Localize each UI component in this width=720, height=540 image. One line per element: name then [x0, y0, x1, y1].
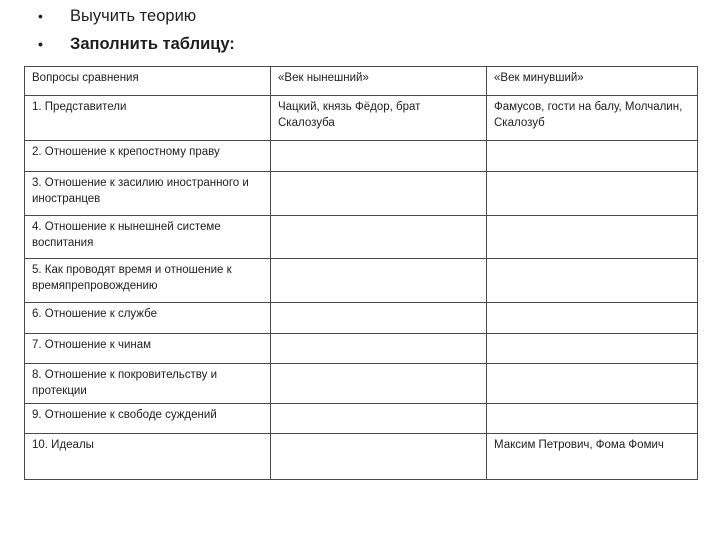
comparison-table	[24, 66, 698, 480]
past-age-cell	[487, 364, 698, 404]
task-item-fill-table	[38, 30, 235, 58]
question-cell: 4. Отношение к нынешней системе воспитания	[25, 216, 271, 259]
table-row	[25, 404, 698, 434]
past-age-cell	[487, 141, 698, 172]
header-present-age: «Век нынешний»	[271, 67, 487, 96]
table-header-row	[25, 67, 698, 96]
question-cell: 8. Отношение к покровительству и протекции	[25, 364, 271, 404]
bullet-marker: •	[38, 8, 43, 24]
present-age-cell	[271, 172, 487, 216]
table-row	[25, 172, 698, 216]
table-row	[25, 216, 698, 259]
present-age-cell	[271, 216, 487, 259]
past-age-cell	[487, 172, 698, 216]
present-age-cell	[271, 364, 487, 404]
present-age-cell	[271, 334, 487, 364]
task-item-learn-theory	[38, 2, 235, 30]
present-age-cell: Чацкий, князь Фёдор, брат Скалозуба	[271, 96, 487, 141]
past-age-cell	[487, 404, 698, 434]
table-row	[25, 141, 698, 172]
past-age-cell	[487, 216, 698, 259]
present-age-cell	[271, 259, 487, 303]
past-age-cell: Фамусов, гости на балу, Молчалин, Скалозуб	[487, 96, 698, 141]
present-age-cell	[271, 404, 487, 434]
table-row	[25, 303, 698, 334]
question-cell: 3. Отношение к засилию иностранного и иностранцев	[25, 172, 271, 216]
bullet-marker: •	[38, 36, 43, 52]
question-cell: 10. Идеалы	[25, 434, 271, 480]
question-cell: 7. Отношение к чинам	[25, 334, 271, 364]
past-age-cell: Максим Петрович, Фома Фомич	[487, 434, 698, 480]
task-text: Выучить теорию	[70, 7, 197, 25]
question-cell: 2. Отношение к крепостному праву	[25, 141, 271, 172]
table-row	[25, 434, 698, 480]
header-questions: Вопросы сравнения	[25, 67, 271, 96]
question-cell: 1. Представители	[25, 96, 271, 141]
past-age-cell	[487, 259, 698, 303]
question-cell: 6. Отношение к службе	[25, 303, 271, 334]
table-row	[25, 334, 698, 364]
question-cell: 5. Как проводят время и отношение к времяпрепровождению	[25, 259, 271, 303]
question-cell: 9. Отношение к свободе суждений	[25, 404, 271, 434]
past-age-cell	[487, 334, 698, 364]
present-age-cell	[271, 141, 487, 172]
header-past-age: «Век минувший»	[487, 67, 698, 96]
past-age-cell	[487, 303, 698, 334]
table-row	[25, 259, 698, 303]
task-list	[38, 2, 235, 58]
table-row	[25, 364, 698, 404]
present-age-cell	[271, 434, 487, 480]
table-row	[25, 96, 698, 141]
task-text: Заполнить таблицу:	[70, 35, 235, 53]
present-age-cell	[271, 303, 487, 334]
